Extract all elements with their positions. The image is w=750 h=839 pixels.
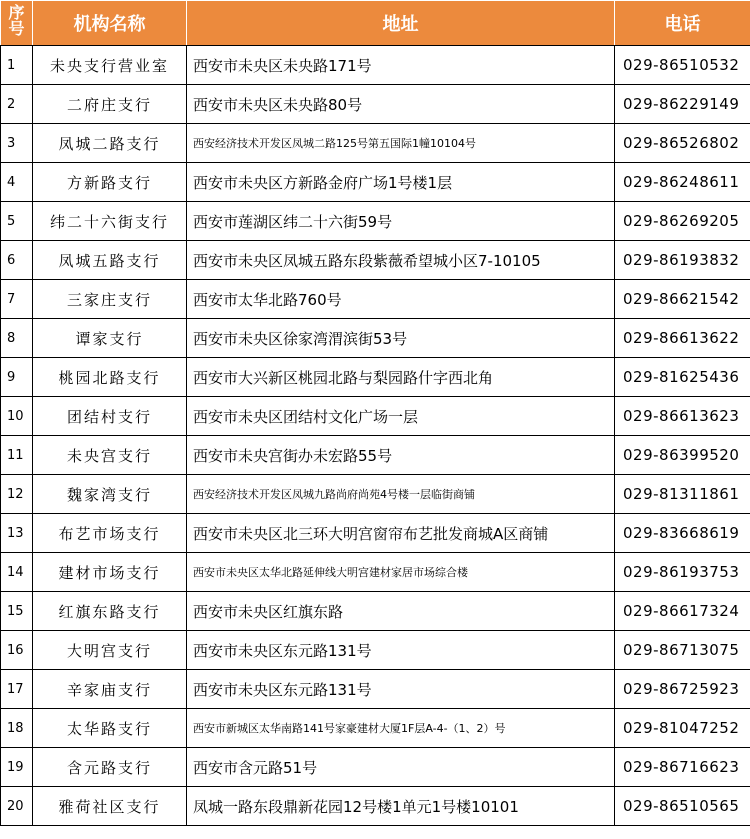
branch-name: 纬二十六街支行: [33, 202, 187, 241]
row-number: 14: [1, 553, 33, 592]
branch-name: 未央宫支行: [33, 436, 187, 475]
row-number: 15: [1, 592, 33, 631]
branch-name: 建材市场支行: [33, 553, 187, 592]
branch-name: 三家庄支行: [33, 280, 187, 319]
branch-phone: 029-86725923: [615, 670, 750, 709]
branch-address: 西安市未央宫街办未宏路55号: [187, 436, 615, 475]
branch-address: 西安市太华北路760号: [187, 280, 615, 319]
table-row: [1, 202, 750, 241]
branch-phone: 029-86269205: [615, 202, 750, 241]
table-row: [1, 670, 750, 709]
branch-name: 凤城二路支行: [33, 124, 187, 163]
table-row: [1, 787, 750, 826]
branch-name: 大明宫支行: [33, 631, 187, 670]
table-row: [1, 358, 750, 397]
branch-address: 西安市未央区未央路80号: [187, 85, 615, 124]
branch-address: 西安经济技术开发区凤城二路125号第五国际1幢10104号: [187, 124, 615, 163]
table-row: [1, 631, 750, 670]
table-row: [1, 46, 750, 85]
branch-phone: 029-86193753: [615, 553, 750, 592]
table-row: [1, 85, 750, 124]
branch-address: 西安市未央区未央路171号: [187, 46, 615, 85]
branch-name: 凤城五路支行: [33, 241, 187, 280]
branch-name: 团结村支行: [33, 397, 187, 436]
branch-address: 西安经济技术开发区凤城九路尚府尚苑4号楼一层临街商铺: [187, 475, 615, 514]
branch-name: 魏家湾支行: [33, 475, 187, 514]
row-number: 11: [1, 436, 33, 475]
row-number: 10: [1, 397, 33, 436]
branch-address: 西安市未央区团结村文化广场一层: [187, 397, 615, 436]
table-row: [1, 514, 750, 553]
branch-address: 西安市未央区徐家湾渭滨街53号: [187, 319, 615, 358]
row-number: 7: [1, 280, 33, 319]
branch-address: 西安市未央区红旗东路: [187, 592, 615, 631]
branch-address: 西安市莲湖区纬二十六街59号: [187, 202, 615, 241]
branch-phone: 029-86248611: [615, 163, 750, 202]
row-number: 20: [1, 787, 33, 826]
branch-address: 西安市未央区方新路金府广场1号楼1层: [187, 163, 615, 202]
branch-address: 西安市未央区东元路131号: [187, 631, 615, 670]
table-row: [1, 397, 750, 436]
table-row: [1, 436, 750, 475]
header-name: 机构名称: [33, 1, 187, 46]
row-number: 4: [1, 163, 33, 202]
branch-phone: 029-86617324: [615, 592, 750, 631]
branch-phone: 029-86716623: [615, 748, 750, 787]
table-row: [1, 280, 750, 319]
branch-phone: 029-86621542: [615, 280, 750, 319]
row-number: 17: [1, 670, 33, 709]
table-row: [1, 163, 750, 202]
table-row: [1, 592, 750, 631]
branch-address: 西安市新城区太华南路141号家豪建材大厦1F层A-4-（1、2）号: [187, 709, 615, 748]
branch-address: 西安市未央区凤城五路东段紫薇希望城小区7-10105: [187, 241, 615, 280]
header-row: [1, 1, 750, 46]
branch-address: 西安市大兴新区桃园北路与梨园路什字西北角: [187, 358, 615, 397]
branch-name: 红旗东路支行: [33, 592, 187, 631]
branch-phone: 029-86713075: [615, 631, 750, 670]
table-row: [1, 124, 750, 163]
header-phone: 电话: [615, 1, 750, 46]
branch-name: 太华路支行: [33, 709, 187, 748]
branch-phone: 029-86510532: [615, 46, 750, 85]
table-row: [1, 709, 750, 748]
row-number: 18: [1, 709, 33, 748]
row-number: 8: [1, 319, 33, 358]
row-number: 3: [1, 124, 33, 163]
branch-name: 二府庄支行: [33, 85, 187, 124]
branch-name: 辛家庙支行: [33, 670, 187, 709]
table-row: [1, 748, 750, 787]
row-number: 2: [1, 85, 33, 124]
branch-phone: 029-81047252: [615, 709, 750, 748]
branch-phone: 029-81625436: [615, 358, 750, 397]
row-number: 16: [1, 631, 33, 670]
row-number: 19: [1, 748, 33, 787]
branch-phone: 029-86193832: [615, 241, 750, 280]
row-number: 9: [1, 358, 33, 397]
branch-name: 含元路支行: [33, 748, 187, 787]
branch-name: 布艺市场支行: [33, 514, 187, 553]
row-number: 1: [1, 46, 33, 85]
branch-phone: 029-86613623: [615, 397, 750, 436]
table-row: [1, 553, 750, 592]
branch-name: 桃园北路支行: [33, 358, 187, 397]
branch-name: 未央支行营业室: [33, 46, 187, 85]
table-row: [1, 475, 750, 514]
branch-phone: 029-83668619: [615, 514, 750, 553]
branch-name: 雅荷社区支行: [33, 787, 187, 826]
branch-phone: 029-86526802: [615, 124, 750, 163]
branch-phone: 029-86399520: [615, 436, 750, 475]
branch-phone: 029-86613622: [615, 319, 750, 358]
header-address: 地址: [187, 1, 615, 46]
branch-address: 凤城一路东段鼎新花园12号楼1单元1号楼10101: [187, 787, 615, 826]
branch-phone: 029-81311861: [615, 475, 750, 514]
table-row: [1, 319, 750, 358]
branch-address: 西安市未央区东元路131号: [187, 670, 615, 709]
branch-address: 西安市未央区太华北路延伸线大明宫建材家居市场综合楼: [187, 553, 615, 592]
branch-name: 谭家支行: [33, 319, 187, 358]
row-number: 5: [1, 202, 33, 241]
branch-address: 西安市未央区北三环大明宫窗帘布艺批发商城A区商铺: [187, 514, 615, 553]
row-number: 6: [1, 241, 33, 280]
branch-phone: 029-86229149: [615, 85, 750, 124]
header-no: 序号: [1, 1, 33, 46]
table-row: [1, 241, 750, 280]
branch-phone: 029-86510565: [615, 787, 750, 826]
branch-name: 方新路支行: [33, 163, 187, 202]
branch-address: 西安市含元路51号: [187, 748, 615, 787]
row-number: 12: [1, 475, 33, 514]
row-number: 13: [1, 514, 33, 553]
